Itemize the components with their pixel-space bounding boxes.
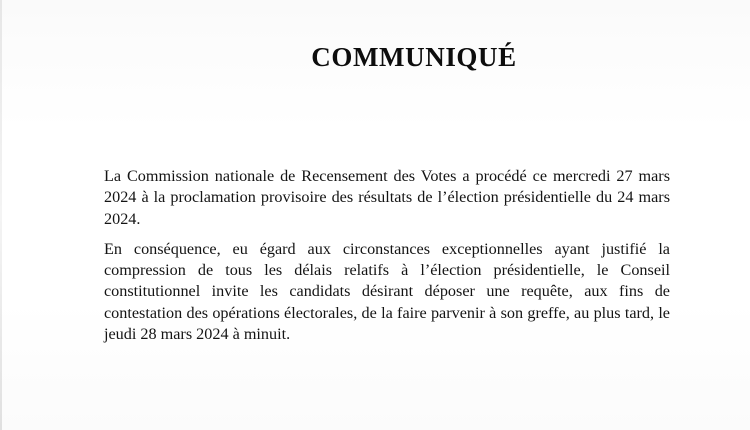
paragraph-contestation: En conséquence, eu égard aux circonstances exceptionnelles ayant justifié la compression de tous les délais relatifs à l’élection présidentielle, le Conseil constitutionnel invite les candidats désirant déposer une requête, aux fins de contestation des opérations électorales, de la faire parvenir à son greffe, au plus tard, le jeudi 28 mars 2024 à minuit. — [104, 239, 670, 344]
paragraph-proclamation: La Commission nationale de Recensement des Votes a procédé ce mercredi 27 mars 2024 à la proclamation provisoire des résultats de l’élection présidentielle du 24 mars 2024. — [104, 167, 670, 228]
page-title: COMMUNIQUÉ — [311, 42, 517, 72]
document-body — [104, 166, 670, 354]
